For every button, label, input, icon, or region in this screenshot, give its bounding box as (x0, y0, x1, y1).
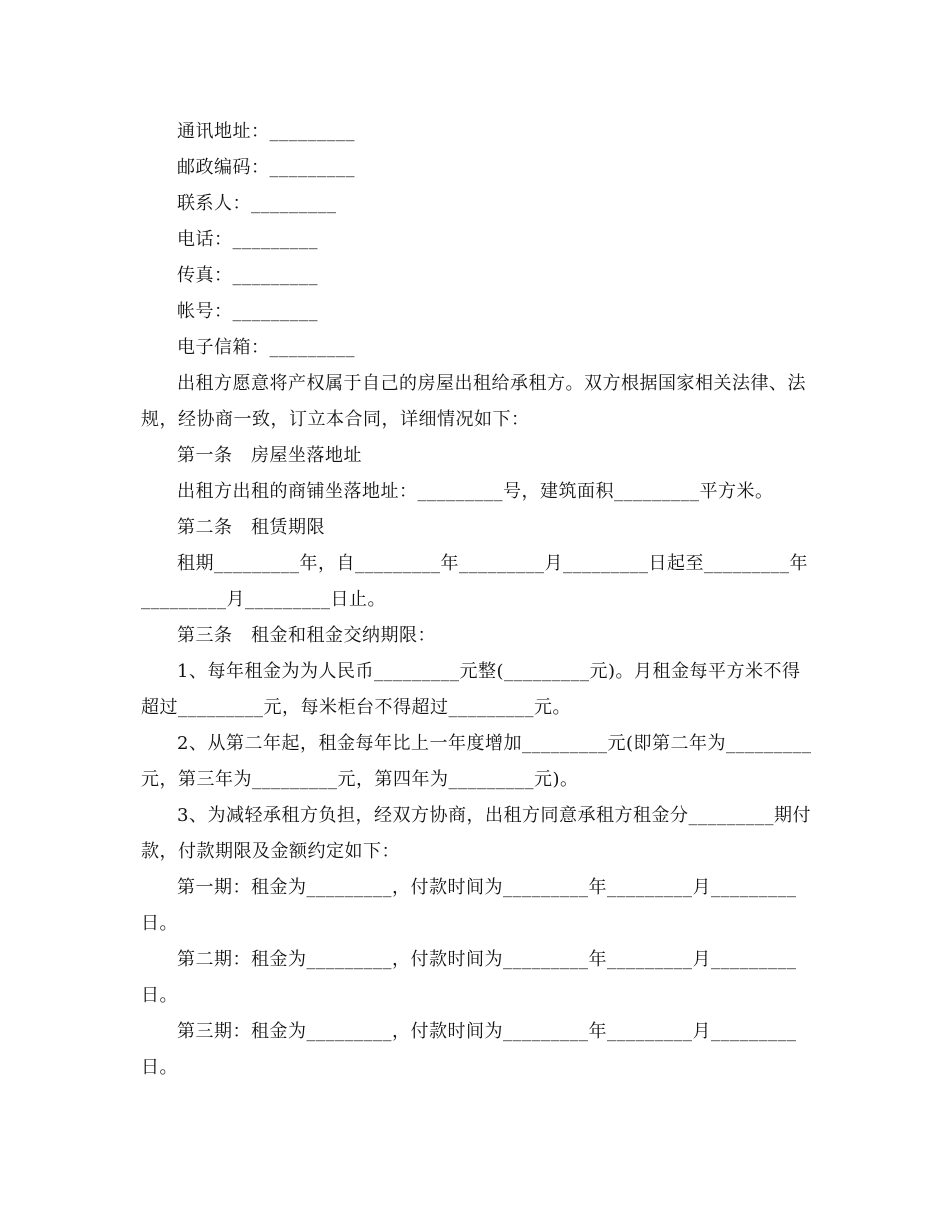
payment-installment-2: 第二期：租金为_________，付款时间为_________年_________月_________日。 (141, 949, 797, 1006)
article-2-heading: 第二条 租赁期限 (177, 517, 325, 538)
email-line: 电子信箱：_________ (177, 337, 355, 358)
contact-person-line: 联系人：_________ (177, 193, 337, 214)
article-3-heading: 第三条 租金和租金交纳期限： (177, 625, 436, 646)
contact-address-line: 通讯地址：_________ (177, 121, 355, 142)
payment-installment-1: 第一期：租金为_________，付款时间为_________年_________月_________日。 (141, 877, 797, 934)
document-body (141, 114, 813, 1086)
article-1-heading: 第一条 房屋坐落地址 (177, 445, 362, 466)
intro-paragraph: 出租方愿意将产权属于自己的房屋出租给承租方。双方根据国家相关法律、法规，经协商一致，订立本合同，详细情况如下： (141, 373, 806, 430)
article-3-clause-2: 2、从第二年起，租金每年比上一年度增加_________元(即第二年为_________元，第三年为_________元，第四年为_________元)。 (141, 733, 812, 790)
fax-line: 传真：_________ (177, 265, 318, 286)
phone-line: 电话：_________ (177, 229, 318, 250)
postal-code-line: 邮政编码：_________ (177, 157, 355, 178)
account-line: 帐号：_________ (177, 301, 318, 322)
article-1-body: 出租方出租的商铺坐落地址：_________号，建筑面积_________平方米。 (177, 481, 774, 502)
article-2-body: 租期_________年，自_________年_________月_________日起至_________年_________月_________日止。 (141, 553, 808, 610)
payment-installment-3: 第三期：租金为_________，付款时间为_________年_________月_________日。 (141, 1021, 797, 1078)
article-3-clause-3: 3、为减轻承租方负担，经双方协商，出租方同意承租方租金分_________期付款，付款期限及金额约定如下： (141, 805, 811, 862)
article-3-clause-1: 1、每年租金为为人民币_________元整(_________元)。月租金每平方米不得超过_________元，每米柜台不得超过_________元。 (141, 661, 801, 718)
